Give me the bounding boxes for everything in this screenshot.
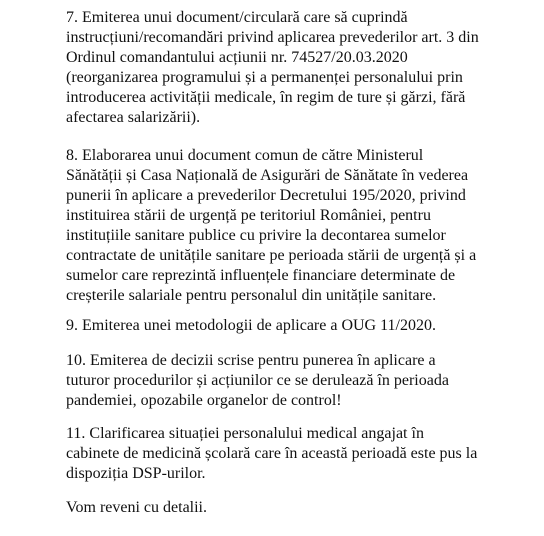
paragraph-item-9 (66, 316, 436, 336)
text-line: punerii în aplicare a prevederilor Decretului 195/2020, privind (66, 187, 466, 204)
text-line: instrucțiuni/recomandări privind aplicarea prevederilor art. 3 din (66, 29, 479, 46)
closing-paragraph (66, 498, 207, 518)
text-line: Ordinul comandantului acțiunii nr. 74527/20.03.2020 (66, 49, 408, 66)
paragraph-item-8 (66, 146, 476, 306)
text-line: instituțiile sanitare publice cu privire la decontarea sumelor (66, 227, 446, 244)
text-line: dispoziția DSP-urilor. (66, 465, 206, 482)
text-line: tuturor procedurilor și acțiunilor ce se derulează în perioada (66, 372, 449, 389)
text-line: 8. Elaborarea unui document comun de către Ministerul (66, 147, 424, 164)
paragraph-item-7 (66, 8, 479, 128)
text-line: 7. Emiterea unui document/circulară care să cuprindă (66, 9, 408, 26)
text-line: sumelor care reprezintă influențele financiare determinate de (66, 267, 456, 284)
text-line: (reorganizarea programului și a permanenței personalului prin (66, 69, 463, 86)
text-line: contractate de unitățile sanitare pe perioada stării de urgență și a (66, 247, 477, 264)
text-line: instituirea stării de urgență pe teritoriul României, pentru (66, 207, 431, 224)
text-line: cabinete de medicină școlară care în această perioadă este pus la (66, 445, 478, 462)
paragraph-item-10 (66, 351, 449, 411)
text-line: Vom reveni cu detalii. (66, 499, 207, 516)
text-line: 10. Emiterea de decizii scrise pentru punerea în aplicare a (66, 352, 436, 369)
text-line: creșterile salariale pentru personalul din unitățile sanitare. (66, 287, 437, 304)
text-line: 11. Clarificarea situației personalului medical angajat în (66, 425, 424, 442)
paragraph-item-11 (66, 424, 477, 484)
text-line: afectarea salarizării). (66, 109, 201, 126)
text-line: Sănătății și Casa Națională de Asigurări de Sănătate în vederea (66, 167, 469, 184)
text-line: introducerea activității medicale, în regim de ture și gărzi, fără (66, 89, 466, 106)
text-line: 9. Emiterea unei metodologii de aplicare a OUG 11/2020. (66, 317, 436, 334)
text-line: pandemiei, opozabile organelor de control! (66, 392, 342, 409)
